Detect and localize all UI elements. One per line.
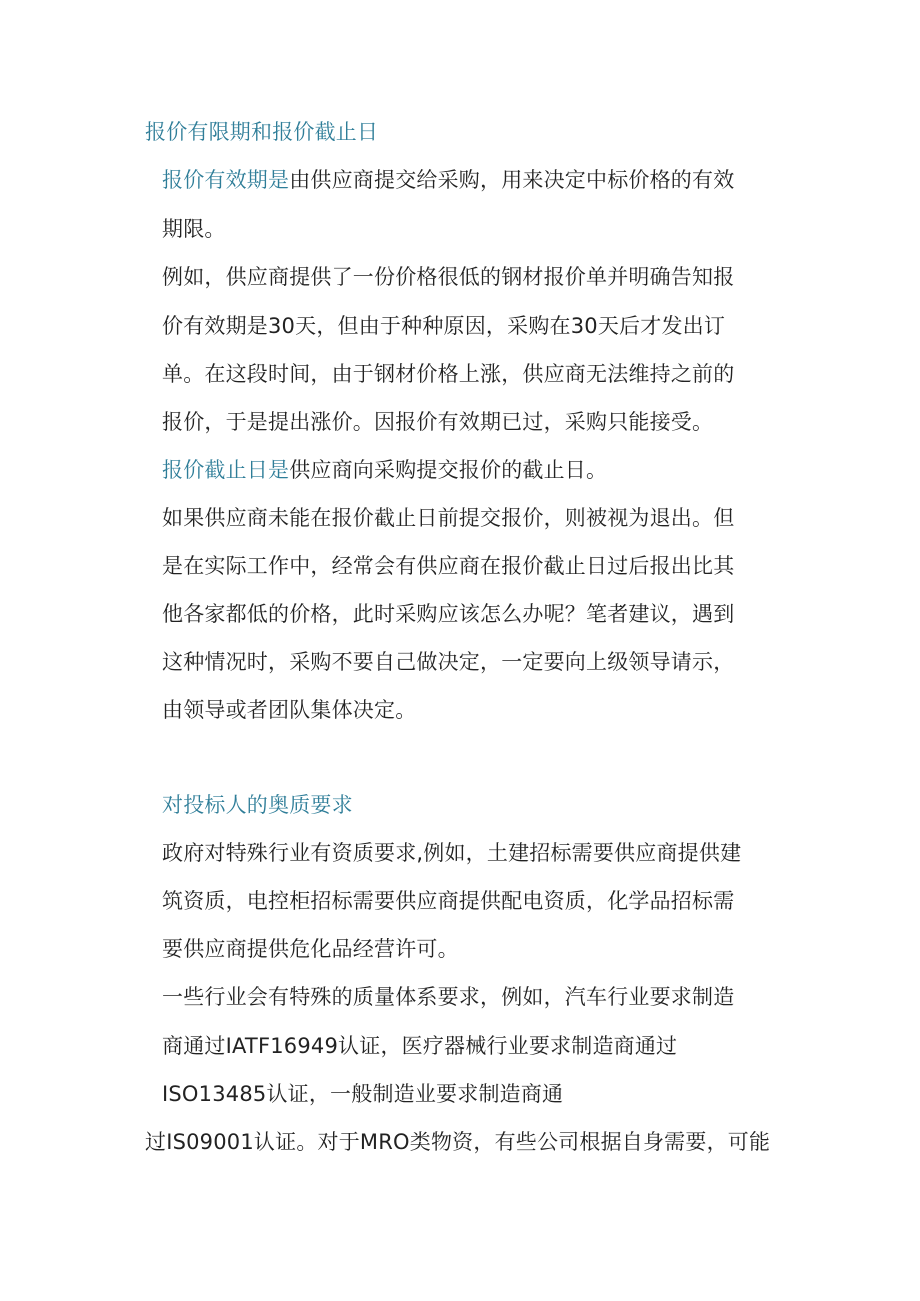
paragraph-line: 报价，于是提出涨价。因报价有效期已过，采购只能接受。 [162,410,714,434]
paragraph-line: 单。在这段时间，由于钢材价格上涨，供应商无法维持之前的 [162,362,735,386]
paragraph-line: ISO13485认证，一般制造业要求制造商通 [162,1082,564,1106]
paragraph-line: 政府对特殊行业有资质要求,例如，土建招标需要供应商提供建 [162,841,742,865]
paragraph-line [162,455,607,485]
paragraph-line: 是在实际工作中，经常会有供应商在报价截止日过后报出比其 [162,554,735,578]
paragraph-line: 商通过IATF16949认证，医疗器械行业要求制造商通过 [162,1034,678,1058]
paragraph-line: 期限。 [162,217,226,241]
paragraph-line [162,165,734,195]
section-heading-quote-validity: 报价有限期和报价截止日 [145,120,379,144]
paragraph-line: 要供应商提供危化品经营许可。 [162,937,459,961]
paragraph-text: 供应商向采购提交报价的截止日。 [289,458,608,482]
paragraph-line: 这种情况时，采购不要自己做决定，一定要向上级领导请示， [162,650,735,674]
paragraph-line: 一些行业会有特殊的质量体系要求，例如，汽车行业要求制造 [162,985,735,1009]
paragraph-line: 过IS09001认证。对于MRO类物资，有些公司根据自身需要，可能 [145,1130,771,1154]
section-heading-bidder-qualification: 对投标人的奥质要求 [162,793,353,817]
paragraph-line: 如果供应商未能在报价截止日前提交报价，则被视为退出。但 [162,506,735,530]
paragraph-line: 例如，供应商提供了一份价格很低的钢材报价单并明确告知报 [162,265,735,289]
paragraph-line: 价有效期是30天，但由于种种原因，采购在30天后才发出订 [162,314,726,338]
term-quote-deadline: 报价截止日是 [162,458,290,482]
paragraph-text: 由供应商提交给采购，用来决定中标价格的有效 [289,168,735,192]
term-quote-validity: 报价有效期是 [162,168,290,192]
paragraph-line: 筑资质，电控柜招标需要供应商提供配电资质，化学品招标需 [162,889,735,913]
paragraph-line: 他各家都低的价格，此时采购应该怎么办呢？笔者建议，遇到 [162,602,735,626]
paragraph-line: 由领导或者团队集体决定。 [162,698,417,722]
